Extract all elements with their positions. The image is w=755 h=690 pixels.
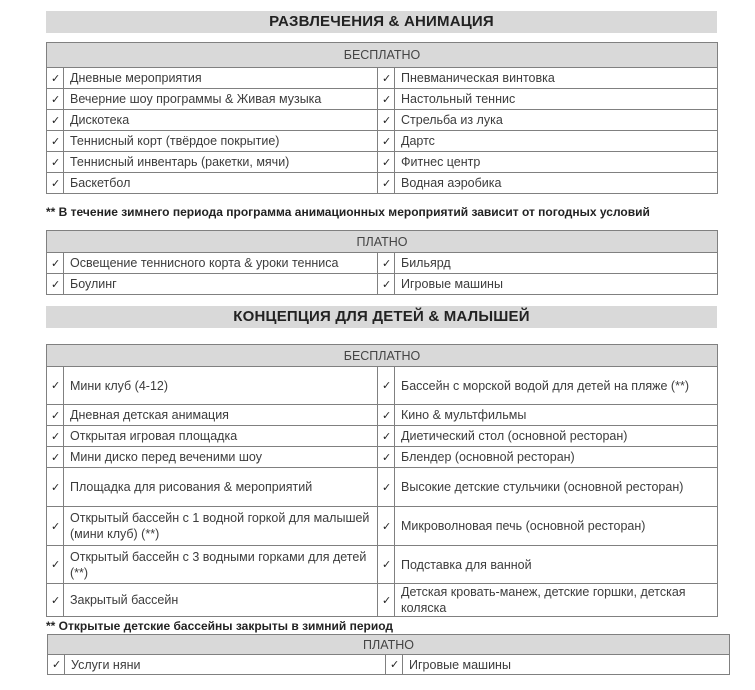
amenity-item: Боулинг bbox=[64, 274, 378, 295]
check-icon: ✓ bbox=[47, 68, 64, 89]
amenity-item: Дневная детская анимация bbox=[64, 405, 378, 426]
check-icon: ✓ bbox=[47, 507, 64, 546]
amenity-item: Теннисный корт (твёрдое покрытие) bbox=[64, 131, 378, 152]
table-row bbox=[47, 274, 718, 295]
check-icon: ✓ bbox=[47, 131, 64, 152]
check-icon: ✓ bbox=[378, 468, 395, 507]
table-row bbox=[47, 367, 718, 405]
amenity-item: Игровые машины bbox=[395, 274, 718, 295]
check-icon: ✓ bbox=[47, 468, 64, 507]
amenity-item: Вечерние шоу программы & Живая музыка bbox=[64, 89, 378, 110]
amenity-item: Микроволновая печь (основной ресторан) bbox=[395, 507, 718, 546]
amenity-item: Освещение теннисного корта & уроки тенниса bbox=[64, 253, 378, 274]
table-header-free: БЕСПЛАТНО bbox=[47, 345, 718, 367]
kids-free-table bbox=[46, 344, 718, 617]
check-icon: ✓ bbox=[47, 426, 64, 447]
table-header-paid: ПЛАТНО bbox=[47, 231, 718, 253]
section-title-entertainment: РАЗВЛЕЧЕНИЯ & АНИМАЦИЯ bbox=[46, 11, 717, 33]
check-icon: ✓ bbox=[47, 546, 64, 584]
table-row bbox=[47, 152, 718, 173]
table-row bbox=[47, 68, 718, 89]
table-row bbox=[47, 173, 718, 194]
kids-footnote: ** Открытые детские бассейны закрыты в зимний период bbox=[46, 619, 394, 633]
amenity-item: Дартс bbox=[395, 131, 718, 152]
amenity-item: Блендер (основной ресторан) bbox=[395, 447, 718, 468]
table-row bbox=[47, 447, 718, 468]
amenity-item: Дискотека bbox=[64, 110, 378, 131]
check-icon: ✓ bbox=[378, 447, 395, 468]
check-icon: ✓ bbox=[378, 253, 395, 274]
table-row bbox=[47, 405, 718, 426]
table-row bbox=[47, 131, 718, 152]
amenity-item: Фитнес центр bbox=[395, 152, 718, 173]
amenity-item: Теннисный инвентарь (ракетки, мячи) bbox=[64, 152, 378, 173]
check-icon: ✓ bbox=[48, 655, 65, 675]
amenity-item: Бассейн с морской водой для детей на пляже (**) bbox=[395, 367, 718, 405]
check-icon: ✓ bbox=[47, 447, 64, 468]
check-icon: ✓ bbox=[47, 173, 64, 194]
check-icon: ✓ bbox=[378, 546, 395, 584]
amenity-item: Площадка для рисования & мероприятий bbox=[64, 468, 378, 507]
section-title-kids: КОНЦЕПЦИЯ ДЛЯ ДЕТЕЙ & МАЛЫШЕЙ bbox=[46, 306, 717, 328]
check-icon: ✓ bbox=[378, 274, 395, 295]
table-row bbox=[47, 468, 718, 507]
amenity-item: Подставка для ванной bbox=[395, 546, 718, 584]
amenity-item: Игровые машины bbox=[403, 655, 730, 675]
amenity-item: Дневные мероприятия bbox=[64, 68, 378, 89]
amenity-item: Баскетбол bbox=[64, 173, 378, 194]
check-icon: ✓ bbox=[378, 68, 395, 89]
amenity-item: Диетический стол (основной ресторан) bbox=[395, 426, 718, 447]
amenity-item: Открытая игровая площадка bbox=[64, 426, 378, 447]
amenity-item: Закрытый бассейн bbox=[64, 584, 378, 617]
check-icon: ✓ bbox=[47, 274, 64, 295]
check-icon: ✓ bbox=[47, 110, 64, 131]
table-row bbox=[48, 655, 730, 675]
table-header-free: БЕСПЛАТНО bbox=[47, 43, 718, 68]
check-icon: ✓ bbox=[47, 584, 64, 617]
check-icon: ✓ bbox=[47, 152, 64, 173]
check-icon: ✓ bbox=[378, 89, 395, 110]
amenity-item: Пневманическая винтовка bbox=[395, 68, 718, 89]
check-icon: ✓ bbox=[378, 507, 395, 546]
check-icon: ✓ bbox=[378, 405, 395, 426]
amenity-item: Бильярд bbox=[395, 253, 718, 274]
amenity-item: Водная аэробика bbox=[395, 173, 718, 194]
check-icon: ✓ bbox=[378, 131, 395, 152]
check-icon: ✓ bbox=[378, 110, 395, 131]
check-icon: ✓ bbox=[47, 253, 64, 274]
check-icon: ✓ bbox=[47, 367, 64, 405]
entertainment-paid-table bbox=[46, 230, 718, 295]
table-row bbox=[47, 110, 718, 131]
table-row bbox=[47, 546, 718, 584]
check-icon: ✓ bbox=[378, 152, 395, 173]
kids-paid-table bbox=[47, 634, 730, 675]
amenity-item: Услуги няни bbox=[65, 655, 386, 675]
amenity-item: Высокие детские стульчики (основной ресторан) bbox=[395, 468, 718, 507]
check-icon: ✓ bbox=[378, 426, 395, 447]
amenity-item: Стрельба из лука bbox=[395, 110, 718, 131]
amenity-item: Настольный теннис bbox=[395, 89, 718, 110]
table-row bbox=[47, 426, 718, 447]
amenity-item: Мини диско перед веченими шоу bbox=[64, 447, 378, 468]
check-icon: ✓ bbox=[378, 584, 395, 617]
check-icon: ✓ bbox=[378, 173, 395, 194]
table-row bbox=[47, 253, 718, 274]
check-icon: ✓ bbox=[47, 405, 64, 426]
check-icon: ✓ bbox=[386, 655, 403, 675]
table-row bbox=[47, 89, 718, 110]
table-header-paid: ПЛАТНО bbox=[48, 635, 730, 655]
amenity-item: Детская кровать-манеж, детские горшки, детская коляска bbox=[395, 584, 718, 617]
amenity-item: Мини клуб (4-12) bbox=[64, 367, 378, 405]
check-icon: ✓ bbox=[378, 367, 395, 405]
check-icon: ✓ bbox=[47, 89, 64, 110]
amenity-item: Открытый бассейн с 3 водными горками для детей (**) bbox=[64, 546, 378, 584]
entertainment-free-table bbox=[46, 42, 718, 194]
table-row bbox=[47, 584, 718, 617]
table-row bbox=[47, 507, 718, 546]
amenity-item: Кино & мультфильмы bbox=[395, 405, 718, 426]
entertainment-footnote: ** В течение зимнего периода программа анимационных мероприятий зависит от погодных условий bbox=[46, 205, 650, 219]
amenity-item: Открытый бассейн с 1 водной горкой для малышей (мини клуб) (**) bbox=[64, 507, 378, 546]
